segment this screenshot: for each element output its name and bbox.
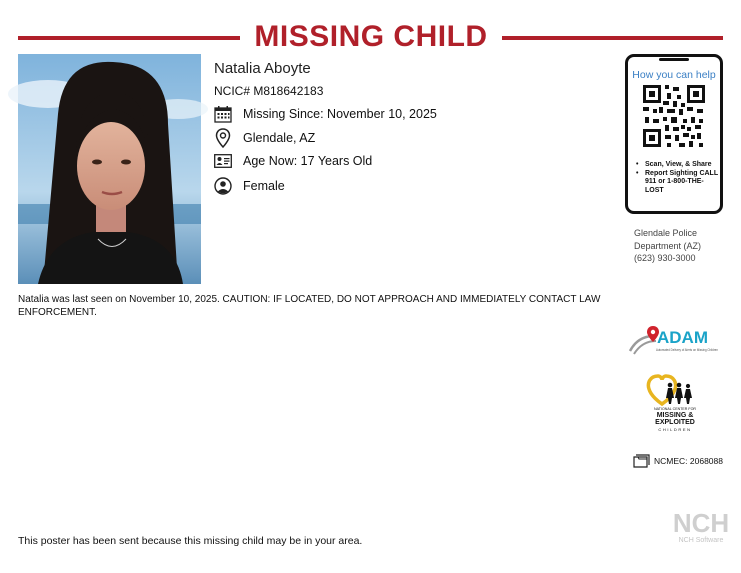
ncic-number: NCIC# M818642183 bbox=[214, 84, 324, 98]
help-item: • Report Sighting CALL 911 or 1-800-THE-LOST bbox=[635, 170, 721, 196]
adam-tagline: Automated Delivery of Alerts on Missing Children bbox=[656, 348, 718, 352]
header-rule-right bbox=[502, 36, 723, 40]
poster-title: MISSING CHILD bbox=[254, 20, 488, 53]
agency-name-line2: Department (AZ) bbox=[634, 240, 702, 251]
folder-icon bbox=[633, 454, 650, 468]
adam-logo bbox=[628, 324, 720, 360]
person-icon bbox=[214, 176, 232, 196]
location-pin-icon bbox=[214, 128, 232, 148]
ncmec-case-number bbox=[633, 453, 723, 469]
agency-phone: (623) 930-3000 bbox=[634, 253, 696, 263]
nch-software-logo bbox=[672, 506, 730, 544]
age-text: Age Now: 17 Years Old bbox=[243, 154, 373, 168]
child-photo bbox=[18, 54, 201, 284]
calendar-icon bbox=[214, 104, 232, 124]
nch-text: NCH Software bbox=[678, 537, 724, 544]
ncmec-line1: NATIONAL CENTER FOR bbox=[654, 407, 696, 411]
gender-row bbox=[214, 176, 285, 196]
missing-since-row bbox=[214, 104, 437, 124]
agency-contact bbox=[634, 227, 701, 265]
age-row bbox=[214, 151, 372, 171]
ncmec-line2: MISSING & bbox=[656, 412, 694, 419]
ncmec-line4: CHILDREN bbox=[658, 427, 692, 432]
qr-phone-panel bbox=[625, 54, 723, 214]
photo-illustration bbox=[18, 54, 201, 284]
help-heading: How you can help bbox=[632, 69, 716, 81]
ncmec-id-text: NCMEC: 2068088 bbox=[654, 456, 723, 466]
ncmec-line3: EXPLOITED bbox=[655, 419, 695, 426]
help-item: • Scan, View, & Share bbox=[635, 161, 721, 170]
adam-wordmark: ADAM bbox=[657, 328, 708, 347]
ncmec-logo bbox=[644, 374, 706, 436]
id-card-icon bbox=[214, 151, 232, 171]
phone-notch bbox=[659, 58, 689, 61]
case-description: Natalia was last seen on November 10, 2025. CAUTION: IF LOCATED, DO NOT APPROACH AND IMMEDIATELY CONTACT LAW ENFORCEMENT. bbox=[18, 294, 601, 318]
gender-text: Female bbox=[243, 179, 285, 193]
missing-since-text: Missing Since: November 10, 2025 bbox=[243, 107, 437, 121]
header-rule-left bbox=[18, 36, 240, 40]
child-name: Natalia Aboyte bbox=[214, 60, 311, 77]
location-text: Glendale, AZ bbox=[243, 131, 316, 145]
qr-code[interactable] bbox=[641, 83, 707, 149]
location-row bbox=[214, 128, 315, 148]
help-list bbox=[635, 161, 721, 195]
nch-mark: NCH bbox=[672, 508, 730, 538]
agency-name-line1: Glendale Police bbox=[634, 228, 698, 238]
poster-footer: This poster has been sent because this missing child may be in your area. bbox=[18, 535, 363, 547]
